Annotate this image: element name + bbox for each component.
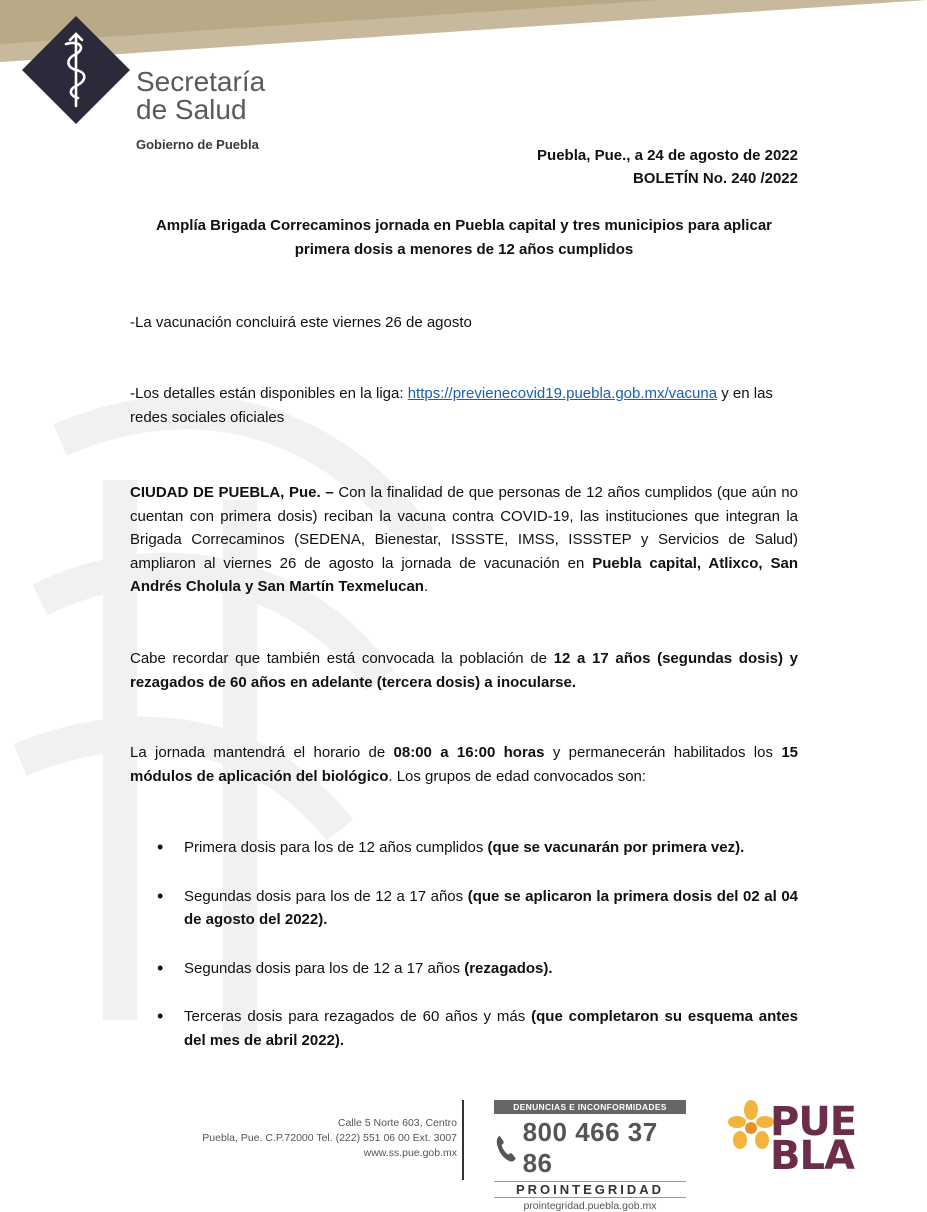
footer-divider <box>462 1100 464 1180</box>
list-item: • Segundas dosis para los de 12 a 17 años (que se aplicaron la primera dosis del 02 al 04 de agosto del 2022). <box>130 885 798 932</box>
address-line2: Puebla, Pue. C.P.72000 Tel. (222) 551 06 00 Ext. 3007 <box>202 1132 457 1144</box>
department-name <box>136 68 265 124</box>
hotline-url[interactable]: prointegridad.puebla.gob.mx <box>523 1200 657 1212</box>
government-name: Gobierno de Puebla <box>136 137 259 152</box>
paragraph-3 <box>130 741 798 788</box>
department-name-line2: de Salud <box>136 94 247 125</box>
paragraph-1-body: Con la finalidad de que personas de 12 años cumplidos (que aún no cuentan con primera dosis) reciban la vacuna contra COVID-19, las instituciones que integran la Brigada Correcaminos (SEDENA, Bienestar, ISSSTE, IMSS, ISSSTEP y Servicios de Salud) ampliaron al viernes 26 de agosto la jornada de vacunación en <box>130 484 798 572</box>
vaccine-info-link[interactable]: https://previenecovid19.puebla.gob.mx/vacuna <box>407 385 718 402</box>
paragraph-3-d: 15 módulos de aplicación del biológico <box>130 744 798 785</box>
hotline-banner: DENUNCIAS E INCONFORMIDADES <box>494 1100 686 1114</box>
bulletin-number: BOLETÍN No. 240 /2022 <box>632 170 798 187</box>
paragraph-1 <box>130 481 798 599</box>
paragraph-2-b: 12 a 17 años (segundas dosis) y rezagados de 60 años en adelante (tercera dosis) a inocularse. <box>130 650 798 691</box>
dateline <box>537 144 798 190</box>
address-line1: Calle 5 Norte 603, Centro <box>337 1117 457 1129</box>
subhead-2 <box>130 382 798 429</box>
paragraph-3-c: y permanecerán habilitados los <box>544 744 782 761</box>
paragraph-2-a: Cabe recordar que también está convocada la población de <box>130 650 554 667</box>
subhead-1: -La vacunación concluirá este viernes 26 de agosto <box>130 314 472 331</box>
hotline-block <box>494 1100 686 1212</box>
dateline-lead: CIUDAD DE PUEBLA, Pue. – <box>130 484 334 501</box>
caduceus-icon <box>20 14 132 126</box>
paragraph-3-b: 08:00 a 16:00 horas <box>393 744 545 761</box>
top-band <box>0 0 927 70</box>
department-name-line1: Secretaría <box>136 66 266 97</box>
flower-icon <box>726 1098 776 1168</box>
paragraph-1-end: . <box>423 578 429 595</box>
hotline-number: 800 466 37 86 <box>522 1117 658 1178</box>
puebla-logo-line2: BLA <box>770 1133 854 1179</box>
headline <box>130 214 798 262</box>
hotline-brand: PROINTEGRIDAD <box>494 1181 686 1198</box>
age-group-list <box>130 836 798 1077</box>
paragraph-3-e: . Los grupos de edad convocados son: <box>388 767 647 785</box>
list-item: • Segundas dosis para los de 12 a 17 años (rezagados). <box>130 957 798 981</box>
subhead-2-suffix: y en las redes sociales oficiales <box>130 385 773 426</box>
subhead-2-prefix: -Los detalles están disponibles en la liga: <box>130 385 408 402</box>
list-item: • Terceras dosis para rezagados de 60 años y más (que completaron su esquema antes del mes de abril 2022). <box>130 1005 798 1052</box>
phone-icon <box>494 1132 519 1164</box>
paragraph-3-a: La jornada mantendrá el horario de <box>130 744 394 761</box>
paragraph-2 <box>130 647 798 694</box>
puebla-logo-line1: PUE <box>770 1099 857 1145</box>
hotline-row <box>494 1117 686 1179</box>
headline-line2: primera dosis a menores de 12 años cumplidos <box>294 241 634 258</box>
place-date: Puebla, Pue., a 24 de agosto de 2022 <box>537 147 798 164</box>
list-item: • Primera dosis para los de 12 años cumplidos (que se vacunarán por primera vez). <box>130 836 798 860</box>
website[interactable]: www.ss.pue.gob.mx <box>363 1147 457 1159</box>
headline-line1: Amplía Brigada Correcaminos jornada en Puebla capital y tres municipios para aplicar <box>155 217 773 234</box>
footer-address <box>202 1116 457 1161</box>
paragraph-1-places: Puebla capital, Atlixco, San Andrés Cholula y San Martín Texmelucan <box>130 554 798 595</box>
